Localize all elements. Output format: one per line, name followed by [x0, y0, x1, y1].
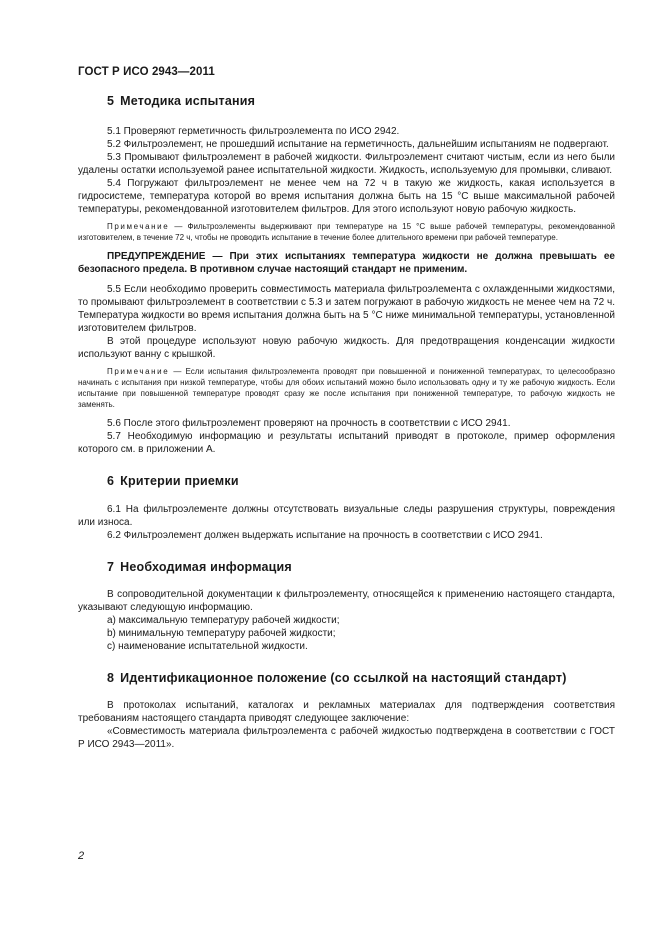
section-6-number: 6	[107, 473, 115, 488]
note-1	[78, 221, 615, 244]
paragraph-6-1: 6.1 На фильтроэлементе должны отсутствовать визуальные следы разрушения структуры, повреждения или износа.	[78, 503, 615, 528]
note-1-label: Примечание	[107, 222, 170, 231]
paragraph-5-5: 5.5 Если необходимо проверить совместимость материала фильтроэлемента с охлажденными жидкостями, то промывают фильтроэлемент в соответствии с 5.3 и затем погружают в рабочую жидкость не менее чем на 72 ч. Температура жидкости во время испытания должна быть на 5 °С ниже минимальной температуры, установленной изготовителем фильтров.	[78, 283, 615, 334]
warning-paragraph	[78, 250, 615, 276]
section-6-heading	[78, 473, 615, 489]
section-8-number: 8	[107, 670, 115, 685]
warning-label: ПРЕДУПРЕЖДЕНИЕ —	[107, 250, 223, 262]
section-7-heading	[78, 559, 615, 575]
section-7-intro: В сопроводительной документации к фильтроэлементу, относящейся к применению настоящего стандарта, указывают следующую информацию.	[78, 588, 615, 613]
section-5-title: Методика испытания	[120, 94, 256, 108]
page-number: 2	[78, 850, 85, 862]
paragraph-5-4: 5.4 Погружают фильтроэлемент не менее чем на 72 ч в такую же жидкость, какая используется в гидросистеме, температура которой во время испытания должна быть на 15 °С выше максимальной рабочей температуры, рекомендованной изготовителем фильтров. Для этого используют новую рабочую жидкость.	[78, 178, 615, 215]
section-5-heading	[78, 93, 615, 109]
list-item-b: b) минимальную температуру рабочей жидкости;	[107, 627, 336, 639]
paragraph-5-6: 5.6 После этого фильтроэлемент проверяют на прочность в соответствии с ИСО 2941.	[107, 417, 511, 429]
paragraph-8-2: «Совместимость материала фильтроэлемента с рабочей жидкостью подтверждена в соответствии с ГОСТ Р ИСО 2943—2011».	[78, 725, 615, 750]
note-2-text: — Если испытания фильтроэлемента проводят при повышенной и пониженной температурах, то целесообразно начинать с испытания при низкой температуре, чтобы для обоих испытаний можно было использовать одну и ту же рабочую жидкость. Если испытание при повышенной температуре проводят сразу же после испытания при пониженной температуре, то рабочую жидкость не заменять.	[78, 366, 615, 410]
list-item-a: a) максимальную температуру рабочей жидкости;	[107, 614, 340, 626]
section-7-number: 7	[107, 559, 115, 574]
document-header: ГОСТ Р ИСО 2943—2011	[78, 66, 215, 78]
paragraph-5-2: 5.2 Фильтроэлемент, не прошедший испытание на герметичность, дальнейшим испытаниям не подвергают.	[107, 139, 609, 150]
warning-text: При этих испытаниях температура жидкости не должна превышать ее безопасного предела. В противном случае настоящий стандарт не применим.	[78, 250, 615, 275]
section-7-title: Необходимая информация	[120, 559, 292, 574]
paragraph-5-3: 5.3 Промывают фильтроэлемент в рабочей жидкости. Фильтроэлемент считают чистым, если из него были удалены остатки используемой ранее испытательной жидкости. Жидкость, используемую для промывки, сливают.	[78, 152, 615, 176]
list-item-c: c) наименование испытательной жидкости.	[107, 640, 308, 652]
note-1-text: — Фильтроэлементы выдерживают при температуре на 15 °С выше рабочей температуры, рекомендованной изготовителем, в течение 72 ч, чтобы не проводить испытание в течение более длительного времени при рабочей температуре.	[78, 222, 615, 243]
paragraph-5-7: 5.7 Необходимую информацию и результаты испытаний приводят в протоколе, пример оформления которого см. в приложении А.	[78, 430, 615, 455]
note-2-label: Примечание	[107, 366, 170, 376]
section-8-title: Идентификационное положение (со ссылкой на настоящий стандарт)	[120, 670, 567, 685]
section-8-heading	[78, 670, 615, 686]
section-6-title: Критерии приемки	[120, 473, 239, 488]
paragraph-5-5-continued: В этой процедуре используют новую рабочую жидкость. Для предотвращения конденсации жидкости используют ванну с крышкой.	[78, 335, 615, 360]
section-5-number: 5	[107, 94, 115, 108]
paragraph-6-2: 6.2 Фильтроэлемент должен выдержать испытание на прочность в соответствии с ИСО 2941.	[107, 529, 543, 541]
note-2	[78, 366, 615, 411]
document-body	[78, 92, 615, 751]
paragraph-5-1: 5.1 Проверяют герметичность фильтроэлемента по ИСО 2942.	[107, 126, 400, 137]
paragraph-8-1: В протоколах испытаний, каталогах и рекламных материалах для подтверждения соответствия требованиям настоящего стандарта приводят следующее заключение:	[78, 699, 615, 724]
